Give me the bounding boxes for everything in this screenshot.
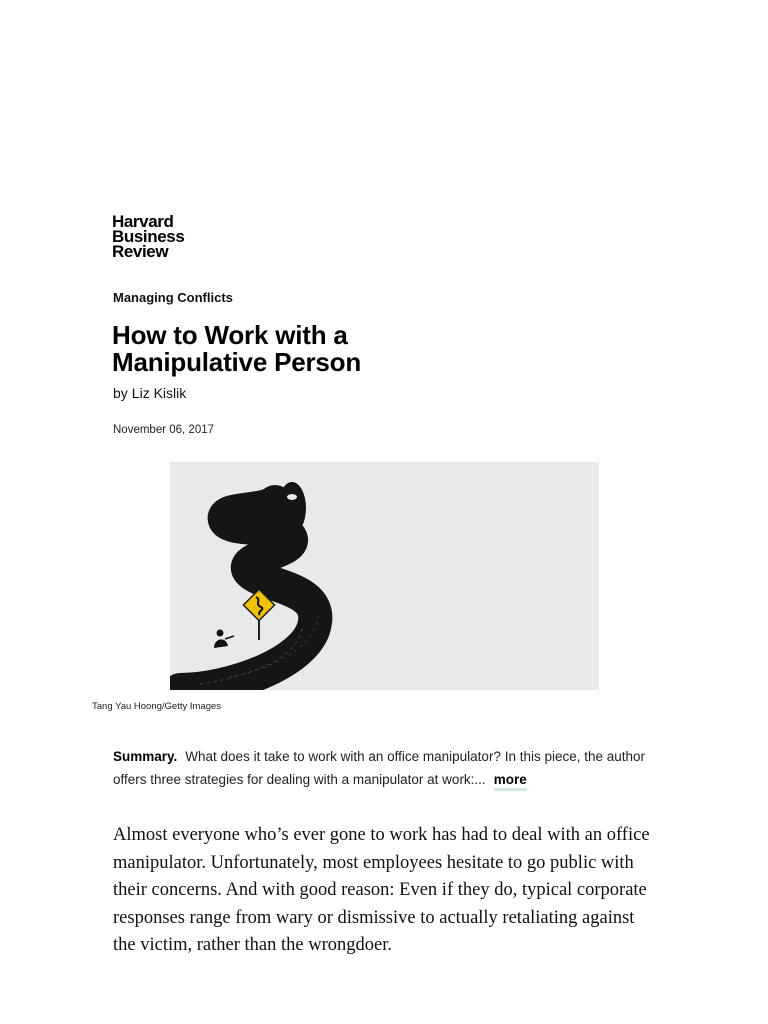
hero-image: [170, 462, 599, 690]
article-summary: [113, 745, 661, 791]
summary-text: What does it take to work with an office manipulator? In this piece, the author offers three strategies for dealing with a manipulator at work:...: [113, 749, 646, 787]
logo-line-review: Review: [112, 242, 169, 261]
summary-more-link[interactable]: more: [494, 772, 527, 791]
logo-line-harvard: Harvard: [112, 212, 174, 231]
publish-date: November 06, 2017: [113, 424, 215, 436]
article-body-paragraph: Almost everyone who’s ever gone to work has had to deal with an office manipulator. Unfortunately, most employees hesitate to go public with their concerns. And with good reason: Even if they do, typical corporate responses range from wary or dismissive to actually retaliating against the victim, rather than the wrongdoer.: [113, 825, 650, 955]
byline-prefix: by: [113, 385, 128, 401]
image-credit: Tang Yau Hoong/Getty Images: [92, 701, 222, 712]
topic-link[interactable]: Managing Conflicts: [113, 290, 233, 305]
article-title: How to Work with a Manipulative Person: [112, 320, 362, 377]
summary-label: Summary.: [113, 749, 178, 764]
author-link[interactable]: Liz Kislik: [131, 385, 187, 401]
snake-road-illustration: [170, 462, 599, 690]
logo-line-business: Business: [112, 227, 185, 246]
hbr-logo[interactable]: [112, 214, 212, 259]
byline: [113, 385, 186, 401]
